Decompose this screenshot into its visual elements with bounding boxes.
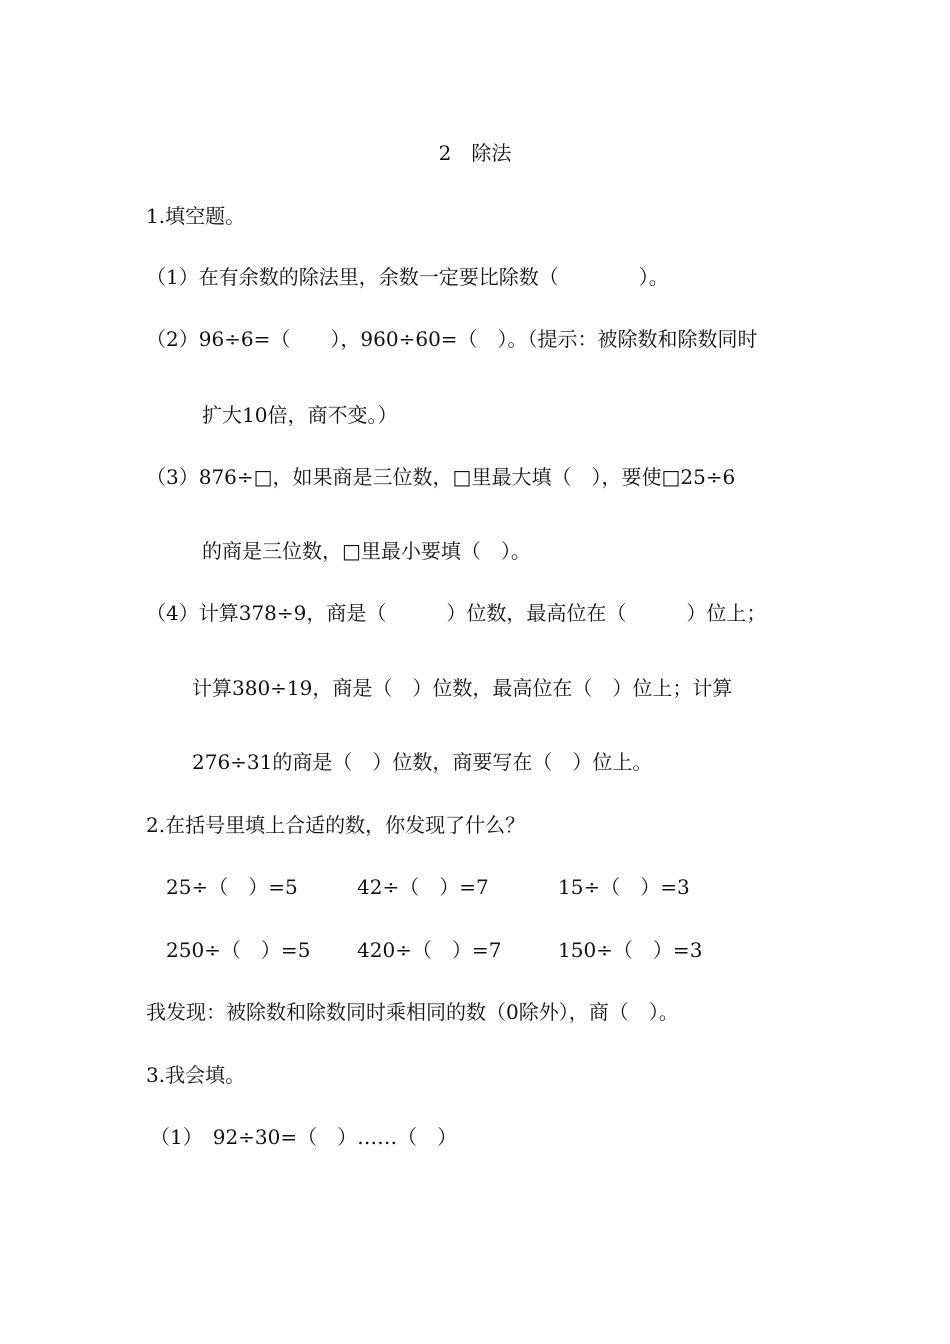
finding-text: 我发现：被除数和除数同时乘相同的数（0除外），商（ ）。 — [146, 1000, 679, 1024]
page-title: 2 除法 — [438, 141, 512, 165]
equation-row2-col2: 420÷（ ）=7 — [357, 938, 502, 962]
equation-row1-col3: 15÷（ ）=3 — [558, 875, 690, 899]
question-3-1: （1） 92÷30=（ ）……（ ） — [150, 1125, 458, 1149]
question-1-4-line-1: （4）计算378÷9，商是（ ）位数，最高位在（ ）位上； — [146, 601, 767, 625]
question-1-3-line-1: （3）876÷□，如果商是三位数，□里最大填（ ），要使□25÷6 — [146, 465, 736, 489]
section-3-heading: 3.我会填。 — [146, 1063, 246, 1087]
equation-row1-col1: 25÷（ ）=5 — [166, 875, 298, 899]
question-1-4-line-2: 计算380÷19，商是（ ）位数，最高位在（ ）位上；计算 — [192, 676, 733, 700]
equation-row2-col1: 250÷（ ）=5 — [166, 938, 311, 962]
question-1-2-line-2: 扩大10倍，商不变。） — [202, 403, 398, 427]
section-1-heading: 1.填空题。 — [146, 204, 246, 228]
equation-row2-col3: 150÷（ ）=3 — [558, 938, 703, 962]
section-2-heading: 2.在括号里填上合适的数，你发现了什么？ — [146, 813, 526, 837]
equation-row1-col2: 42÷（ ）=7 — [357, 875, 489, 899]
question-1-2-line-1: （2）96÷6=（ ），960÷60=（ ）。（提示：被除数和除数同时 — [146, 327, 758, 351]
question-1-3-line-2: 的商是三位数，□里最小要填（ ）。 — [202, 539, 531, 563]
question-1-4-line-3: 276÷31的商是（ ）位数，商要写在（ ）位上。 — [192, 750, 653, 774]
question-1-1: （1）在有余数的除法里，余数一定要比除数（ ）。 — [146, 265, 669, 289]
